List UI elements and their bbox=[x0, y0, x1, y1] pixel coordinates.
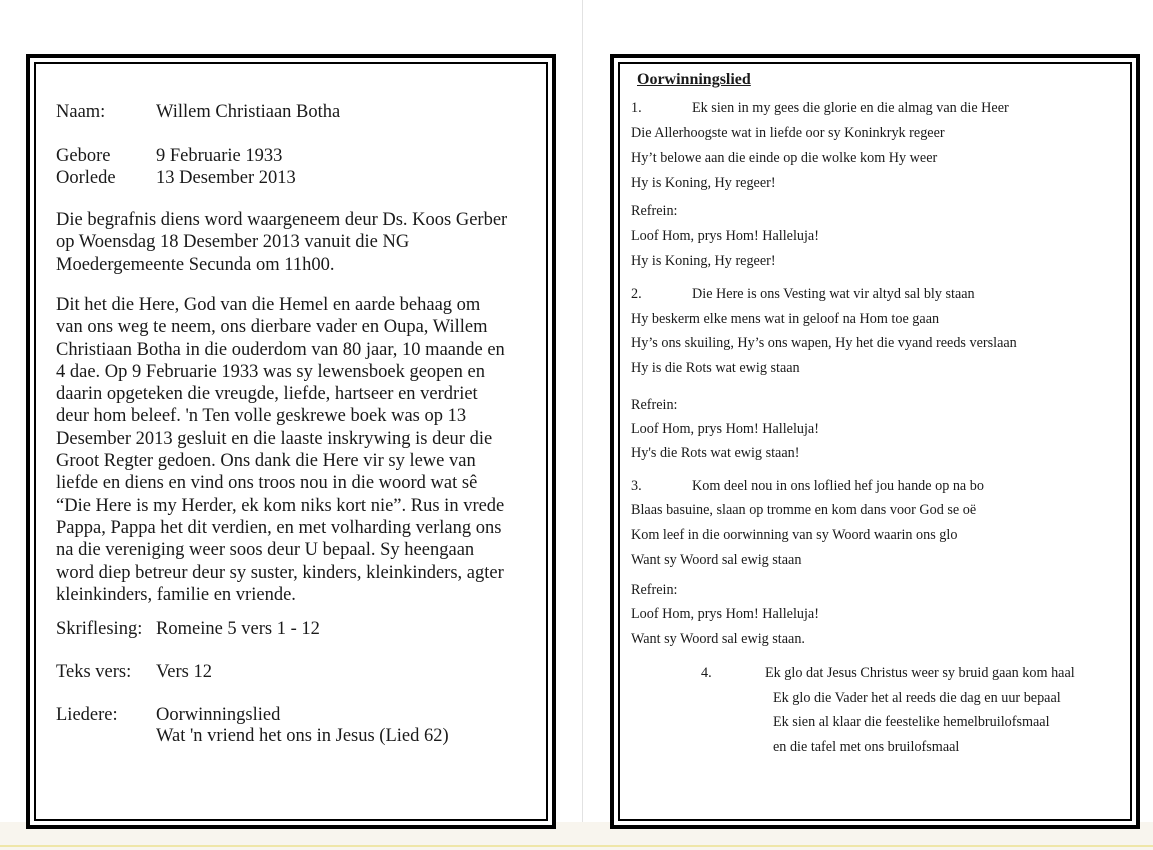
verse-line: Ek glo die Vader het al reeds die dag en uur bepaal bbox=[773, 690, 1061, 706]
verse-line: Kom deel nou in ons loflied hef jou hande op na bo bbox=[692, 478, 984, 494]
verse-line: Hy is die Rots wat ewig staan bbox=[631, 360, 800, 376]
funeral-line: Moedergemeente Secunda om 11h00. bbox=[56, 254, 335, 275]
song-title: Oorwinningslied bbox=[637, 71, 751, 88]
tribute-line: 4 dae. Op 9 Februarie 1933 was sy lewensboek geopen en bbox=[56, 361, 485, 382]
refrain-label: Refrein: bbox=[631, 203, 678, 219]
tribute-line: na die vereniging weer soos deur U bepaal. Sy heengaan bbox=[56, 540, 475, 561]
verse-line: Die Allerhoogste wat in liefde oor sy Koninkryk regeer bbox=[631, 125, 945, 141]
tribute-line: Pappa, Pappa het dit verdien, en met volharding verlang ons bbox=[56, 517, 502, 538]
teks-vers-label: Teks vers: bbox=[56, 662, 132, 682]
refrain-label: Refrein: bbox=[631, 582, 678, 598]
verse-line: Hy’t belowe aan die einde op die wolke kom Hy weer bbox=[631, 150, 938, 166]
tribute-line: word diep betreur deur sy suster, kinders, kleinkinders, agter bbox=[56, 562, 504, 583]
skriflesing-label: Skriflesing: bbox=[56, 619, 143, 639]
funeral-paragraph bbox=[56, 209, 536, 276]
page-fold bbox=[582, 0, 583, 822]
verse-number: 1. bbox=[631, 100, 642, 116]
refrain-line: Loof Hom, prys Hom! Halleluja! bbox=[631, 228, 819, 244]
tribute-line: deur hom beleef. 'n Ten volle geskrewe boek was op 13 bbox=[56, 406, 467, 427]
naam-value: Willem Christiaan Botha bbox=[156, 102, 341, 122]
liedere-value: Oorwinningslied bbox=[156, 705, 281, 725]
verse-line: Hy is Koning, Hy regeer! bbox=[631, 175, 776, 191]
teks-vers-value: Vers 12 bbox=[156, 662, 213, 682]
liedere-value: Wat 'n vriend het ons in Jesus (Lied 62) bbox=[156, 726, 449, 746]
tribute-line: Desember 2013 gesluit en die laaste inskrywing is deur die bbox=[56, 428, 493, 449]
tribute-line: daarin opgeteken die vreugde, liefde, hartseer en verdriet bbox=[56, 384, 478, 405]
gebore-label: Gebore bbox=[56, 146, 111, 166]
verse-line: Ek sien in my gees die glorie en die almag van die Heer bbox=[692, 100, 1009, 116]
verse-line: Hy’s ons skuiling, Hy’s ons wapen, Hy het die vyand reeds verslaan bbox=[631, 335, 1017, 351]
gebore-value: 9 Februarie 1933 bbox=[156, 146, 283, 166]
refrain-line: Loof Hom, prys Hom! Halleluja! bbox=[631, 421, 819, 437]
verse-line: Kom leef in die oorwinning van sy Woord waarin ons glo bbox=[631, 527, 958, 543]
naam-label: Naam: bbox=[56, 102, 106, 122]
verse-number: 3. bbox=[631, 478, 642, 494]
skriflesing-value: Romeine 5 vers 1 - 12 bbox=[156, 619, 320, 639]
oorlede-value: 13 Desember 2013 bbox=[156, 168, 296, 188]
refrain-line: Hy's die Rots wat ewig staan! bbox=[631, 445, 800, 461]
verse-line: Hy beskerm elke mens wat in geloof na Hom toe gaan bbox=[631, 311, 940, 327]
tribute-paragraph bbox=[56, 294, 536, 606]
tribute-line: kleinkinders, familie en vriende. bbox=[56, 584, 296, 605]
tribute-line: Christiaan Botha in die ouderdom van 80 jaar, 10 maande en bbox=[56, 339, 505, 360]
verse-line: en die tafel met ons bruilofsmaal bbox=[773, 739, 960, 755]
verse-number: 4. bbox=[701, 665, 712, 681]
tribute-line: Dit het die Here, God van die Hemel en aarde behaag om bbox=[56, 295, 481, 315]
tribute-line: liefde en diens en vind ons troos nou in die woord wat sê bbox=[56, 473, 478, 494]
verse-line: Ek glo dat Jesus Christus weer sy bruid gaan kom haal bbox=[765, 665, 1075, 681]
verse-number: 2. bbox=[631, 286, 642, 302]
tribute-line: “Die Here is my Herder, ek kom niks kort nie”. Rus in vrede bbox=[56, 495, 505, 516]
refrain-line: Want sy Woord sal ewig staan. bbox=[631, 631, 805, 647]
oorlede-label: Oorlede bbox=[56, 168, 116, 188]
verse-line: Ek sien al klaar die feestelike hemelbruilofsmaal bbox=[773, 714, 1050, 730]
refrain-label: Refrein: bbox=[631, 397, 678, 413]
bottom-edge-line bbox=[0, 845, 1153, 847]
verse-line: Blaas basuine, slaan op tromme en kom dans voor God se oë bbox=[631, 502, 977, 518]
verse-line: Die Here is ons Vesting wat vir altyd sal bly staan bbox=[692, 286, 975, 302]
funeral-line: op Woensdag 18 Desember 2013 vanuit die NG bbox=[56, 232, 410, 253]
verse-line: Want sy Woord sal ewig staan bbox=[631, 552, 802, 568]
refrain-line: Hy is Koning, Hy regeer! bbox=[631, 253, 776, 269]
liedere-label: Liedere: bbox=[56, 705, 118, 725]
tribute-line: van ons weg te neem, ons dierbare vader en Oupa, Willem bbox=[56, 317, 488, 338]
refrain-line: Loof Hom, prys Hom! Halleluja! bbox=[631, 606, 819, 622]
tribute-line: Groot Regter gedoen. Ons dank die Here vir sy lewe van bbox=[56, 451, 476, 472]
funeral-line: Die begrafnis diens word waargeneem deur Ds. Koos Gerber bbox=[56, 210, 508, 230]
